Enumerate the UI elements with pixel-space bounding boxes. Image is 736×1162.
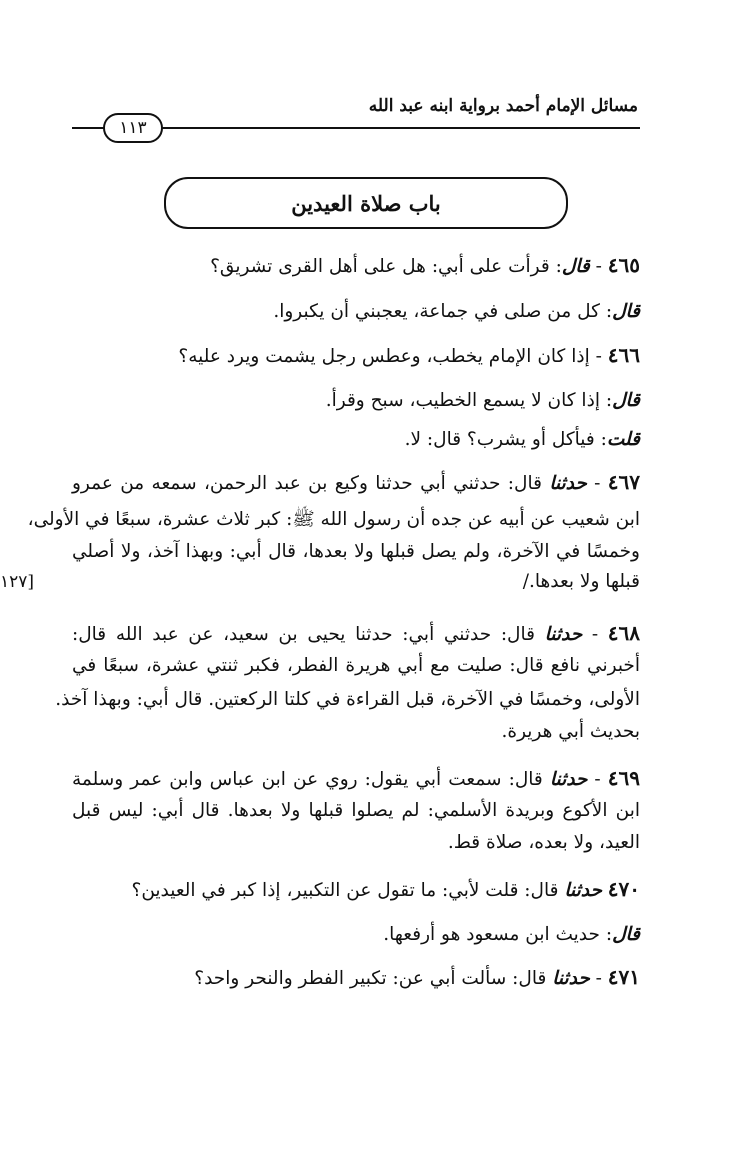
text-line: ٤٦٨ - حدثنا قال: حدثني أبي: حدثنا يحيى بن سعيد، عن عبد الله قال: [72, 621, 640, 645]
entry-label: قال [612, 924, 640, 945]
entry-text: قال: سمعت أبي يقول: روي عن ابن عباس وابن عمر وسلمة [72, 769, 543, 790]
entry-number: ٤٦٦ [607, 343, 640, 367]
entry-text: : كل من صلى في جماعة، يعجبني أن يكبروا. [273, 301, 613, 322]
text-line: ٤٦٧ - حدثنا قال: حدثني أبي حدثنا وكيع بن عبد الرحمن، سمعه من عمرو [72, 470, 641, 494]
text-line: ٤٦٥ - قال: قرأت على أبي: هل على أهل القرى تشريق؟ [210, 253, 640, 277]
entry-label: حدثنا [544, 624, 583, 645]
chapter-title: باب صلاة العيدين [291, 190, 441, 216]
text-line [132, 874, 641, 906]
entry-label: حدثنا [552, 968, 590, 989]
text-line [326, 386, 640, 416]
entry-text: : قرأت على أبي: هل على أهل القرى تشريق؟ [210, 256, 562, 277]
entry-label: حدثنا [549, 769, 588, 790]
entry-label: حدثنا [549, 473, 587, 494]
entry-text: إذا كان الإمام يخطب، وعطس رجل يشمت ويرد عليه؟ [178, 346, 590, 367]
entry-text: : حديث ابن مسعود هو أرفعها. [383, 924, 613, 945]
entry-label: قال [561, 256, 590, 277]
text-line [405, 425, 640, 455]
text-line: أخبرني نافع قال: صليت مع أبي هريرة الفطر، فكبر ثنتي عشرة، سبعًا في [72, 655, 640, 676]
entry-label: قال [612, 301, 640, 322]
entry-label: قلت [606, 429, 640, 450]
entry-number: ٤٦٨ [607, 621, 640, 645]
chapter-title-box [164, 177, 568, 229]
entry-text: : فيأكل أو يشرب؟ قال: لا. [404, 429, 607, 450]
text-line: ابن الأكوع وبريدة الأسلمي: لم يصلوا قبلها ولا بعدها. قال أبي: ليس قبل [72, 800, 640, 821]
text-line: وخمسًا في الآخرة، ولم يصل قبلها ولا بعدها، قال أبي: وبهذا آخذ، ولا أصلي [72, 541, 640, 562]
entry-text: قال: حدثني أبي حدثنا وكيع بن عبد الرحمن، سمعه من عمرو [72, 473, 542, 494]
entry-number: ٤٧٠ [607, 877, 640, 901]
page-number: ١١٣ [103, 113, 163, 143]
running-head: مسائل الإمام أحمد برواية ابنه عبد الله [368, 96, 638, 116]
header-rule-left [72, 127, 104, 129]
text-line: بحديث أبي هريرة. [501, 721, 640, 742]
text-line: ٤٦٦ - إذا كان الإمام يخطب، وعطس رجل يشمت ويرد عليه؟ [178, 343, 640, 367]
text-line: ابن شعيب عن أبيه عن جده أن رسول الله ﷺ: كبر ثلاث عشرة، سبعًا في الأولى، [27, 509, 640, 530]
entry-text: قال: سألت أبي عن: تكبير الفطر والنحر واحد؟ [194, 968, 547, 989]
entry-text: قال: حدثني أبي: حدثنا يحيى بن سعيد، عن عبد الله قال: [72, 624, 535, 645]
text-line: ٤٧١ - حدثنا قال: سألت أبي عن: تكبير الفطر والنحر واحد؟ [194, 965, 640, 989]
text-line [273, 297, 640, 327]
entry-number: ٤٦٥ [607, 253, 640, 277]
margin-note: [١٢٧ [0, 572, 35, 592]
entry-label: قال [612, 390, 640, 411]
text-line [383, 920, 640, 950]
entry-number: ٤٧١ [607, 965, 640, 989]
text-line: قبلها ولا بعدها./ [522, 571, 640, 592]
entry-number: ٤٦٩ [607, 766, 640, 790]
text-line: ٤٦٩ - حدثنا قال: سمعت أبي يقول: روي عن ابن عباس وابن عمر وسلمة [72, 766, 640, 790]
header-rule [162, 127, 640, 129]
text-line: العيد، ولا بعده، صلاة قط. [447, 832, 640, 853]
entry-label: حدثنا [564, 880, 602, 901]
entry-number: ٤٦٧ [607, 470, 641, 494]
text-line: الأولى، وخمسًا في الآخرة، قبل القراءة في كلتا الركعتين. قال أبي: وبهذا آخذ. [55, 689, 640, 710]
entry-text: : إذا كان لا يسمع الخطيب، سبح وقرأ. [325, 390, 613, 411]
entry-text: قال: قلت لأبي: ما تقول عن التكبير، إذا كبر في العيدين؟ [131, 880, 559, 901]
